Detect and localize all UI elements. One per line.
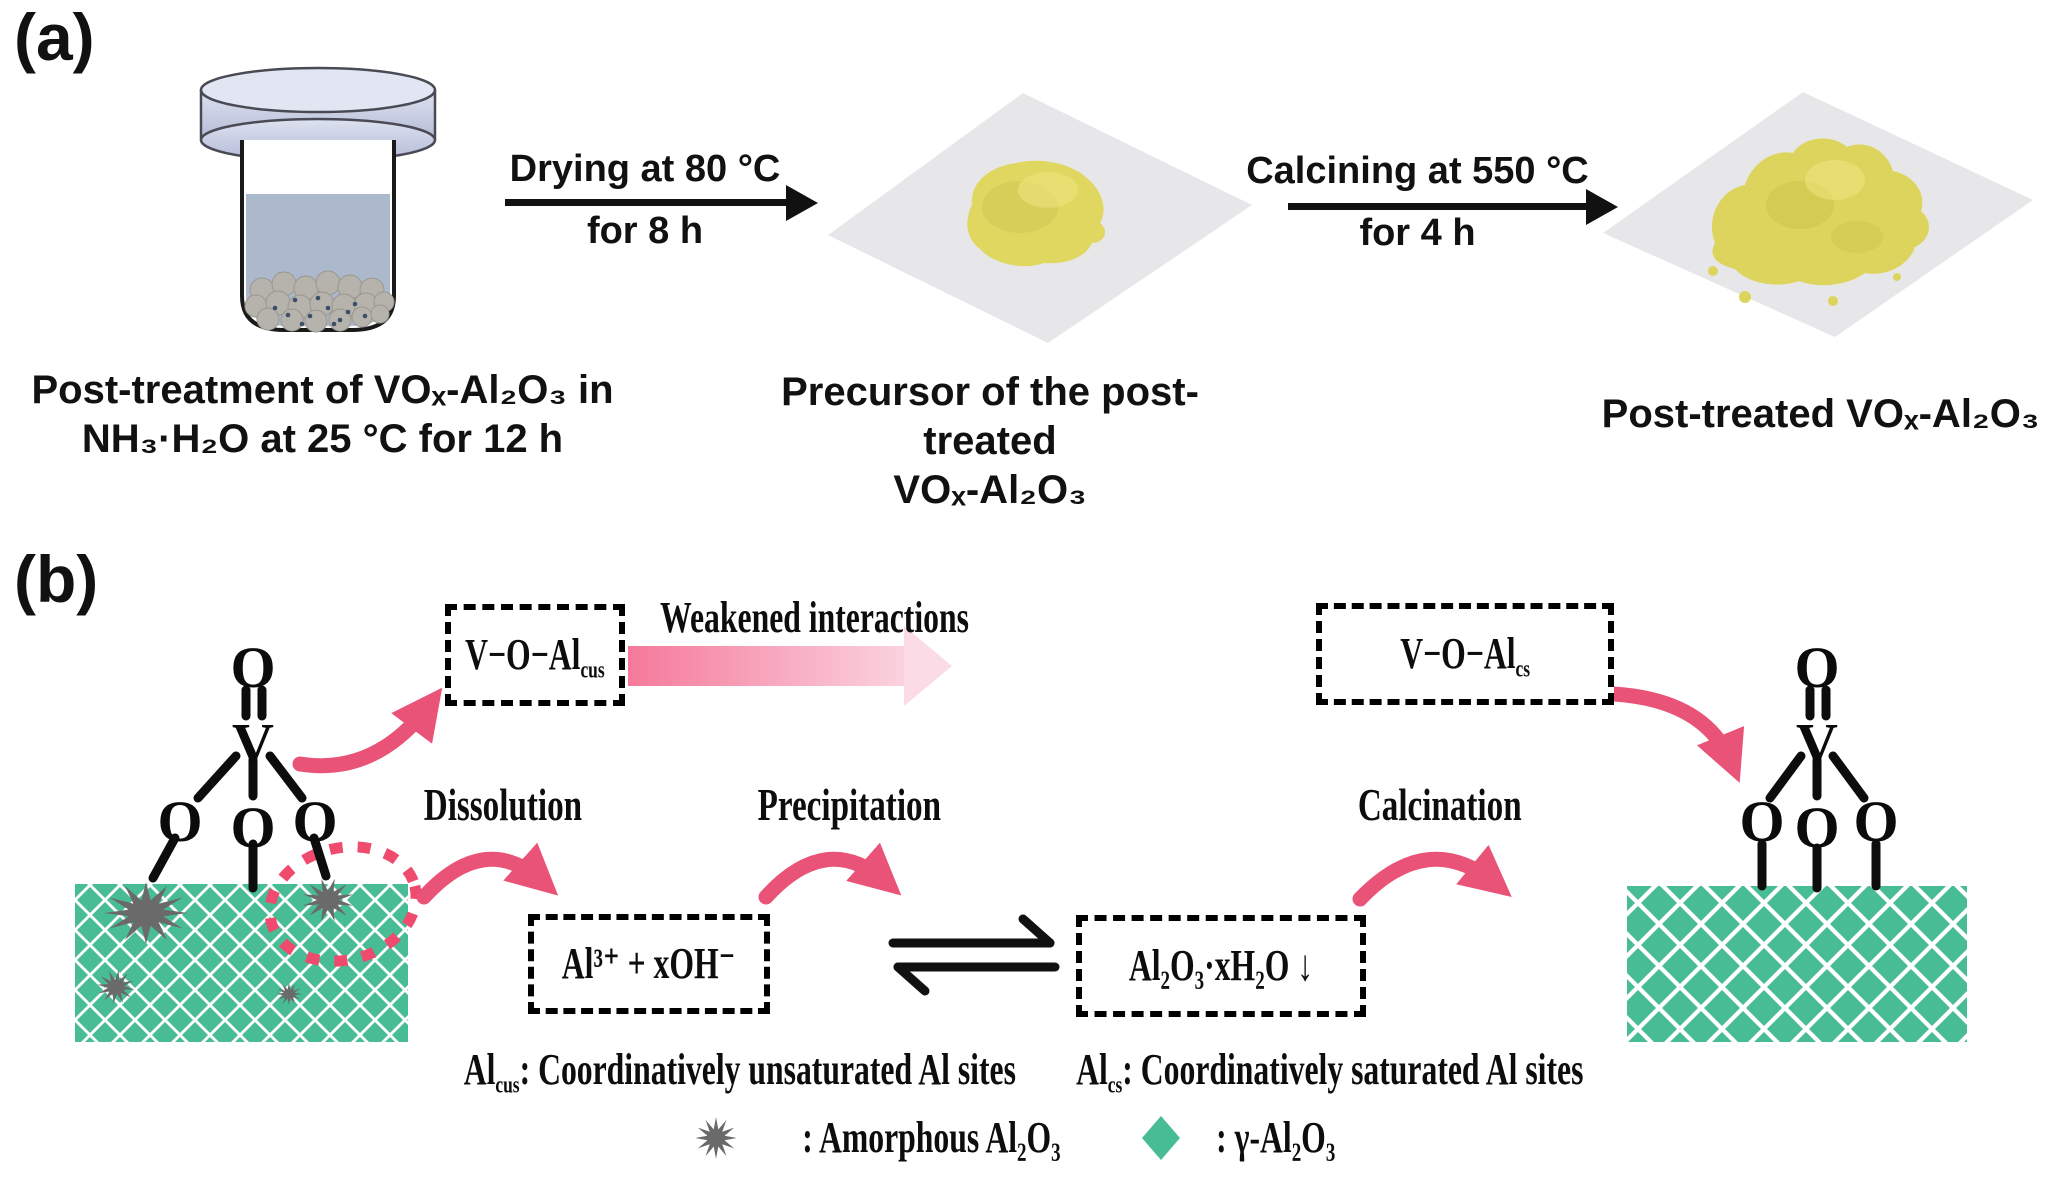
calcining-time-label: for 4 h	[1359, 212, 1476, 254]
vanadium-label: V	[232, 711, 274, 776]
gamma-diamond-icon	[1139, 1113, 1183, 1163]
vox-atoms-right	[1739, 635, 1898, 860]
symbols-legend	[0, 1108, 2048, 1168]
oxygen-label: O	[292, 789, 338, 854]
to-cus-box-arrow	[300, 704, 430, 766]
weakened-interactions-label: Weakened interactions	[660, 593, 969, 642]
powder-highlight	[1805, 160, 1865, 200]
calcination-arrow	[1360, 859, 1496, 899]
v-o-al-base: V−O−Al	[1400, 629, 1516, 678]
gamma-alumina-lattice-left	[75, 884, 408, 1042]
amorphous-star-icon	[690, 1114, 742, 1162]
equilibrium-arrows	[893, 919, 1055, 991]
gamma-alumina-lattice-right	[1627, 886, 1967, 1042]
oxygen-label: O	[1739, 789, 1785, 854]
legend-cs-term: $Al_{cs}$: Coordinatively saturated Al sites	[1076, 1045, 1584, 1099]
product-powder-illustration	[1595, 85, 2048, 347]
calcination-label: Calcination	[1358, 779, 1522, 830]
precursor-caption-line1: Precursor of the post-treated	[781, 370, 1199, 463]
v-o-al-base: V−O−Al	[465, 630, 581, 679]
vanadium-label: V	[1796, 711, 1838, 776]
calcining-arrow-label: Calcining at 550 °C	[1246, 150, 1589, 192]
v-o-al-cus-formula	[465, 630, 605, 684]
v-o-al-cus-box	[445, 604, 625, 706]
cs-subscript: cs	[1515, 655, 1530, 683]
dissolution-arrow	[424, 859, 543, 897]
v-o-al-cs-formula	[1400, 629, 1530, 683]
oxygen-label: O	[157, 789, 203, 854]
drying-arrow-label: Drying at 80 °C	[509, 148, 781, 190]
oxygen-label: O	[1853, 789, 1899, 854]
jar-caption-line2: NH₃·H₂O at 25 °C for 12 h	[81, 416, 564, 461]
apex-oxygen-label: O	[230, 635, 276, 700]
alumina-hydrate-formula: Al₂O₃·xH₂O ↓	[1128, 941, 1314, 990]
al-sites-legend	[0, 1045, 2048, 1099]
amorphous-legend-text: : Amorphous Al₂O₃	[802, 1113, 1061, 1162]
vox-atoms-left	[157, 635, 337, 860]
apex-oxygen-label: O	[1794, 635, 1840, 700]
weakened-gradient-arrow-body	[628, 646, 904, 686]
precursor-powder-illustration	[820, 85, 1260, 347]
sample-jar-illustration	[190, 58, 446, 344]
panel-a-label: (a)	[14, 0, 95, 74]
panel-b-label: (b)	[14, 542, 99, 616]
mechanism-artwork	[0, 540, 2048, 1060]
powder-highlight	[1018, 172, 1078, 208]
al-sites-legend-inner	[464, 1045, 1584, 1099]
product-caption: Post-treated VOₓ-Al₂O₃	[1601, 392, 2040, 436]
drying-time-label: for 8 h	[586, 210, 704, 252]
oxygen-label: O	[1794, 795, 1840, 860]
precipitation-label: Precipitation	[757, 779, 942, 830]
cus-subscript: cus	[580, 656, 605, 684]
powder-shade2	[1831, 221, 1883, 253]
precursor-caption	[740, 368, 1240, 514]
aluminum-ions-formula: Al³⁺ + xOH⁻	[562, 939, 736, 988]
calcining-arrow-line	[1288, 203, 1588, 210]
oxygen-label: O	[230, 795, 276, 860]
dissolution-label: Dissolution	[423, 779, 583, 830]
jar-caption-line1: Post-treatment of VOₓ-Al₂O₃ in	[31, 368, 614, 412]
drying-arrow-line	[505, 199, 788, 206]
precursor-caption-line2: VOₓ-Al₂O₃	[893, 467, 1087, 512]
from-cs-box-arrow	[1614, 694, 1732, 764]
gamma-legend-text: : γ-Al₂O₃	[1215, 1113, 1336, 1162]
jar-caption	[10, 366, 635, 464]
precipitation-arrow	[766, 859, 886, 897]
aluminum-ions-box	[528, 914, 770, 1014]
alumina-hydrate-box	[1076, 915, 1366, 1017]
jar-lid-top	[201, 68, 435, 112]
legend-cus-term: $Al_{cus}$: Coordinatively unsaturated Al sites	[464, 1045, 1017, 1099]
v-o-al-cs-box	[1316, 603, 1614, 705]
